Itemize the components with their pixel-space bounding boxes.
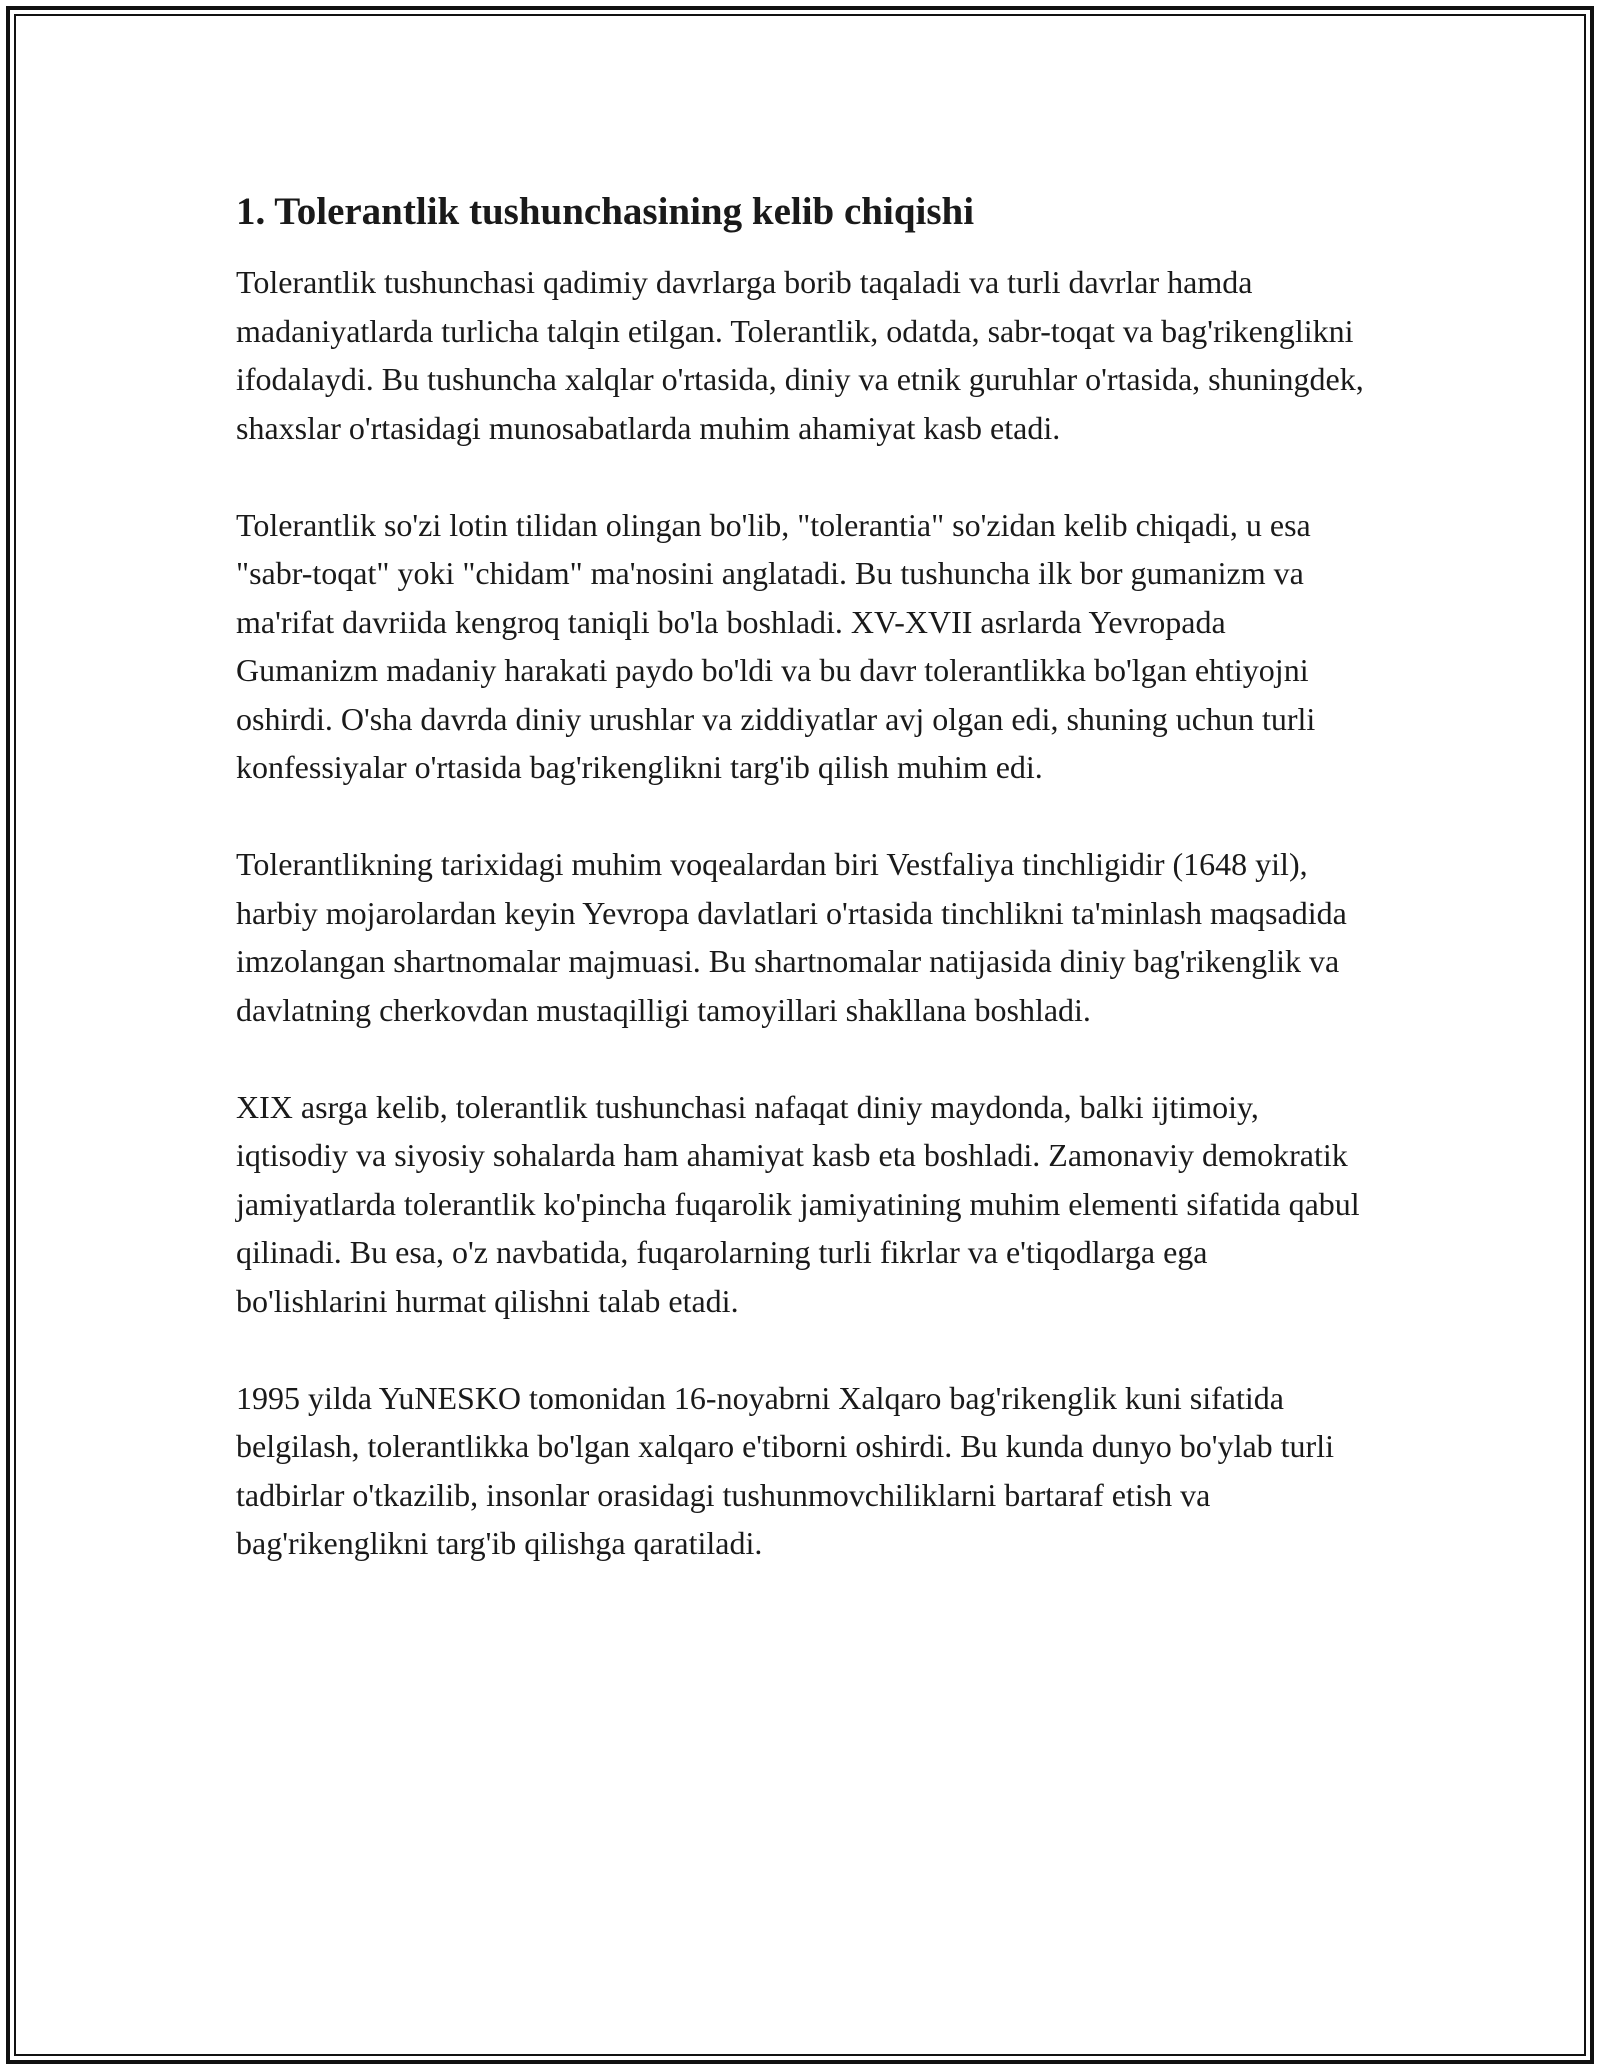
paragraph-5: 1995 yilda YuNESKO tomonidan 16-noyabrni Xalqaro bag'rikenglik kuni sifatida belgilash, tolerantlikka bo'lgan xalqaro e'tiborni oshirdi. Bu kunda dunyo bo'ylab turli tadbirlar o'tkazilib, insonlar orasidagi tushunmovchiliklarni bartaraf etish va bag'rikenglikni targ'ib qilishga qaratiladi.: [236, 1379, 1334, 1561]
document-body: [236, 188, 1366, 1616]
section-heading: 1. Tolerantlik tushunchasining kelib chiqishi: [236, 190, 975, 233]
paragraph-1: Tolerantlik tushunchasi qadimiy davrlarga borib taqaladi va turli davrlar hamda madaniyatlarda turlicha talqin etilgan. Tolerantlik, odatda, sabr-toqat va bag'rikenglikni ifodalaydi. Bu tushuncha xalqlar o'rtasida, diniy va etnik guruhlar o'rtasida, shuningdek, shaxslar o'rtasidagi munosabatlarda muhim ahamiyat kasb etadi.: [236, 264, 1364, 446]
paragraph-3: Tolerantlikning tarixidagi muhim voqealardan biri Vestfaliya tinchligidir (1648 yil), harbiy mojarolardan keyin Yevropa davlatlari o'rtasida tinchlikni ta'minlash maqsadida imzolangan shartnomalar majmuasi. Bu shartnomalar natijasida diniy bag'rikenglik va davlatning cherkovdan mustaqilligi tamoyillari shakllana boshladi.: [236, 846, 1347, 1028]
paragraph-2: Tolerantlik so'zi lotin tilidan olingan bo'lib, "tolerantia" so'zidan kelib chiqadi, u esa "sabr-toqat" yoki "chidam" ma'nosini anglatadi. Bu tushuncha ilk bor gumanizm va ma'rifat davriida kengroq taniqli bo'la boshladi. XV-XVII asrlarda Yevropada Gumanizm madaniy harakati paydo bo'ldi va bu davr tolerantlikka bo'lgan ehtiyojni oshirdi. O'sha davrda diniy urushlar va ziddiyatlar avj olgan edi, shuning uchun turli konfessiyalar o'rtasida bag'rikenglikni targ'ib qilish muhim edi.: [236, 506, 1316, 785]
paragraph-4: XIX asrga kelib, tolerantlik tushunchasi nafaqat diniy maydonda, balki ijtimoiy, iqtisodiy va siyosiy sohalarda ham ahamiyat kasb eta boshladi. Zamonaviy demokratik jamiyatlarda tolerantlik ko'pincha fuqarolik jamiyatining muhim elementi sifatida qabul qilinadi. Bu esa, o'z navbatida, fuqarolarning turli fikrlar va e'tiqodlarga ega bo'lishlarini hurmat qilishni talab etadi.: [236, 1088, 1360, 1319]
